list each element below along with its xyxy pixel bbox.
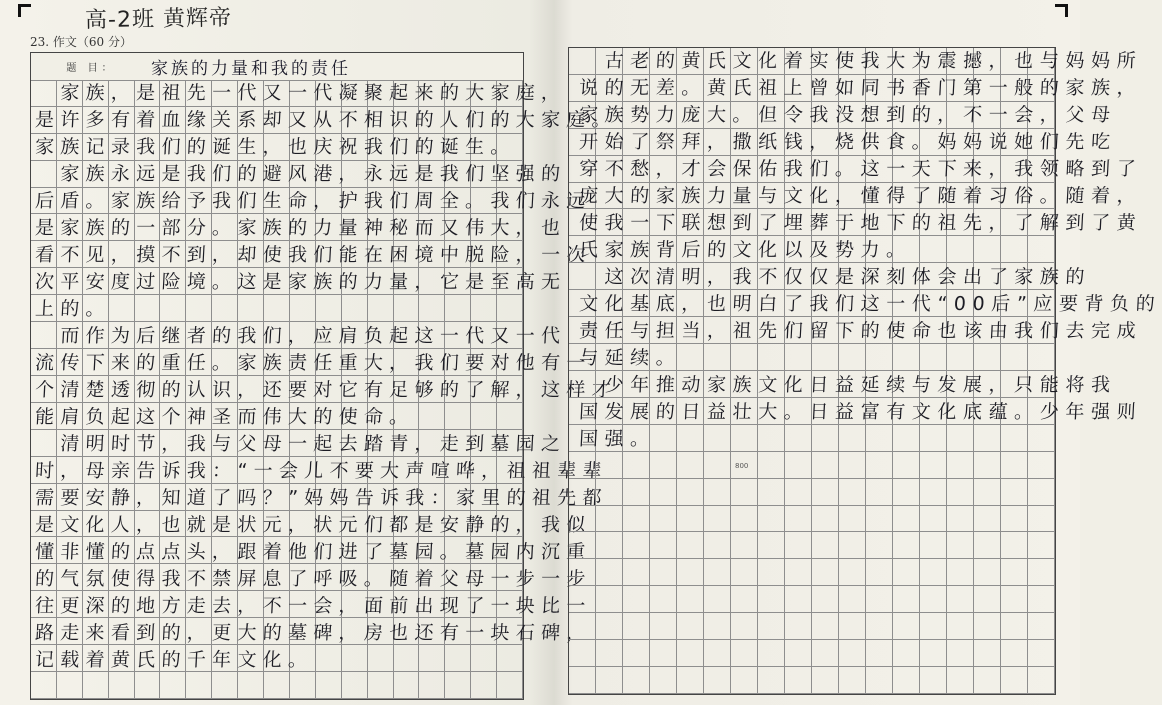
essay-line: 后盾。家族给予我们生命，护我们周全。我们永远 (34, 190, 593, 212)
essay-line: 庞大的家族力量与文化，懂得了随着习俗。随着， (578, 185, 1143, 207)
essay-line: 国强。 (578, 428, 657, 450)
essay-line: 责任与担当，祖先们留下的使命也该由我们去完成 (578, 320, 1143, 342)
essay-line: 家族记录我们的诞生，也庆祝我们的诞生。 (34, 136, 517, 158)
essay-line: 清明时节，我与父母一起去踏青，走到墓园之 (34, 433, 567, 455)
essay-line: 这次清明，我不仅仅是深刻体会出了家族的 (578, 266, 1092, 288)
essay-line: 需要安静，知道了吗？”妈妈告诉我：家里的祖先都 (34, 487, 609, 509)
title-label: 题 目： (66, 63, 116, 74)
essay-line: 是文化人，也就是状元，状元们都是安静的，我似 (34, 514, 593, 536)
title-row (31, 53, 523, 81)
essay-line: 路走来看到的，更大的墓碑，房也还有一块石碑， (34, 622, 593, 644)
essay-line: 国发展的日益壮大。日益富有文化底蕴。少年强则 (578, 401, 1143, 423)
essay-line: 开始了祭拜，撒纸钱，烧供食。妈妈说她们先吃 (578, 131, 1118, 153)
essay-line: 而作为后继者的我们，应肩负起这一代又一代 (34, 325, 567, 347)
question-label: 23. 作文（60 分） (30, 35, 132, 49)
corner-mark-right (1055, 4, 1068, 17)
essay-title: 家族的力量和我的责任 (151, 59, 351, 79)
essay-line: 少年推动家族文化日益延续与发展，只能将我 (578, 374, 1118, 396)
essay-line: 家族势力庞大。但令我没想到的，不一会，父母 (578, 104, 1118, 126)
corner-mark-left (18, 4, 31, 17)
essay-line: 个清楚透彻的认识，还要对它有足够的了解，这样才 (34, 379, 618, 401)
essay-line: 文化基底，也明白了我们这一代“00后”应要背负的 (578, 293, 1162, 315)
essay-line: 与延续。 (578, 347, 683, 369)
essay-line: 次平安度过险境。这是家族的力量，它是至高无 (34, 271, 567, 293)
essay-line: 家族永远是我们的避风港，永远是我们坚强的 (34, 163, 567, 185)
essay-line: 氏家族背后的文化以及势力。 (578, 239, 913, 261)
essay-line: 是家族的一部分。家族的力量神秘而又伟大，也 (34, 217, 567, 239)
essay-line: 能肩负起这个神圣而伟大的使命。 (34, 406, 416, 428)
essay-line: 说的无差。黄氏祖上曾如同书香门第一般的家族， (578, 77, 1143, 99)
essay-line: 时，母亲告诉我：“一会儿不要大声喧哗，祖祖辈辈 (34, 460, 609, 482)
right-essay-lines (569, 48, 1162, 453)
essay-line: 懂非懂的点点头，跟着他们进了墓园。墓园内沉重 (34, 541, 593, 563)
essay-line: 使我一下联想到了埋葬于地下的祖先，了解到了黄 (578, 212, 1143, 234)
essay-line: 的气氛使得我不禁屏息了呼吸。随着父母一步一步 (34, 568, 593, 590)
essay-line: 穿不愁，才会保佑我们。这一天下来，我领略到了 (578, 158, 1143, 180)
essay-line: 看不见，摸不到，却使我们能在困境中脱险，一次 (34, 244, 593, 266)
essay-line: 是许多有着血缘关系却又从不相识的人们的大家庭。 (34, 109, 618, 131)
essay-line: 上的。 (34, 298, 112, 320)
essay-line: 往更深的地方走去，不一会，面前出现了一块比一 (34, 595, 593, 617)
essay-line: 古老的黄氏文化着实使我大为震撼，也与妈妈所 (578, 50, 1143, 72)
right-writing-grid (568, 47, 1162, 695)
essay-line: 家族，是祖先一代又一代凝聚起来的大家庭， (34, 82, 567, 104)
essay-line: 记载着黄氏的千年文化。 (34, 649, 314, 671)
essay-line: 流传下来的重任。家族责任重大，我们要对他有一 (34, 352, 593, 374)
word-count-marker: 800 (735, 462, 749, 470)
student-name: 高-2班 黄辉帝 (84, 5, 233, 34)
